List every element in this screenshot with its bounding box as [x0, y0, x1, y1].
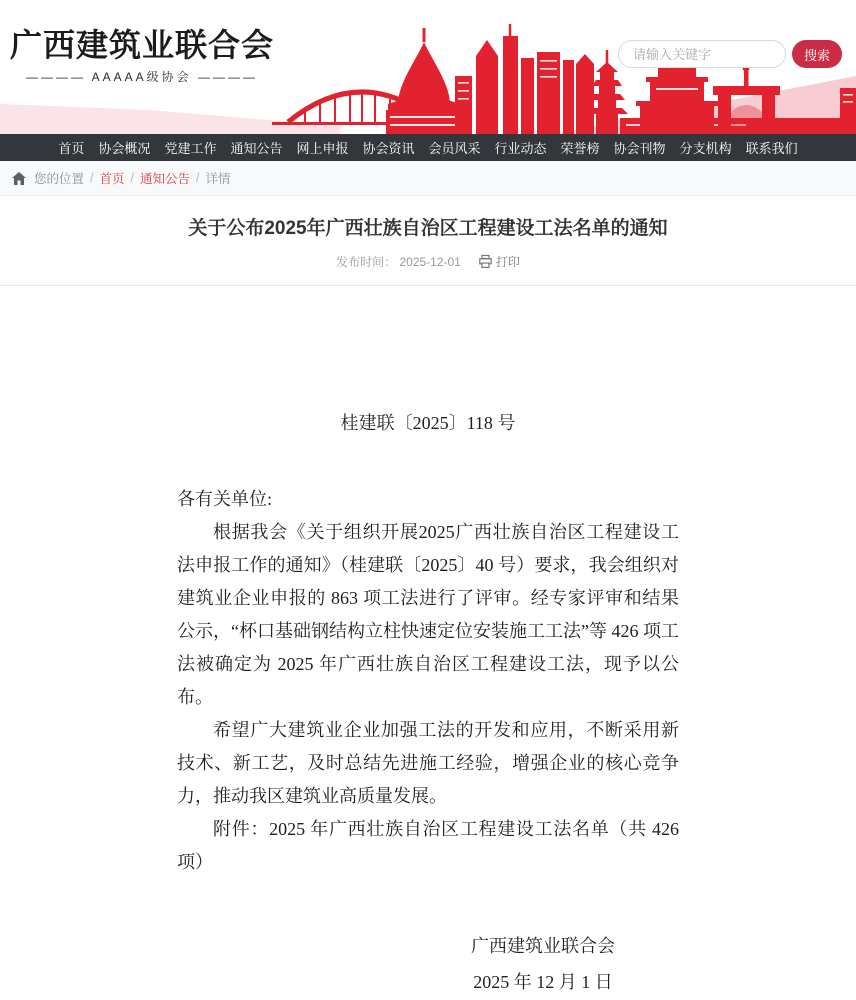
- nav-item-branches[interactable]: 分支机构: [679, 141, 732, 156]
- breadcrumb: [0, 161, 856, 196]
- nav-item-home[interactable]: 首页: [58, 141, 85, 156]
- nav-item-contact[interactable]: 联系我们: [745, 141, 798, 156]
- article-divider: [0, 285, 856, 286]
- signature-org: 广西建筑业联合会: [471, 936, 615, 956]
- document-paragraph: 希望广大建筑业企业加强工法的开发和应用，不断采用新技术、新工艺，及时总结先进施工经验，增强企业的核心竞争力，推动我区建筑业高质量发展。: [177, 720, 679, 806]
- nav-item-honor-roll[interactable]: 荣誉榜: [560, 141, 600, 156]
- site-logo-subtitle: ———— AAAAA级协会 ————: [25, 70, 259, 85]
- home-icon: [12, 172, 26, 185]
- breadcrumb-link-notices[interactable]: 通知公告: [140, 172, 191, 186]
- publish-time-label: 发布时间：: [336, 255, 397, 269]
- breadcrumb-separator: /: [196, 171, 200, 185]
- main-nav: [0, 134, 856, 161]
- nav-item-about[interactable]: 协会概况: [98, 141, 151, 156]
- nav-item-publications[interactable]: 协会刊物: [613, 141, 666, 156]
- article-meta: [0, 253, 856, 270]
- nav-item-member-showcase[interactable]: 会员风采: [428, 141, 481, 156]
- print-label: 打印: [495, 255, 520, 269]
- breadcrumb-link-home[interactable]: 首页: [99, 172, 125, 186]
- publish-time: [336, 253, 461, 270]
- print-button[interactable]: [479, 253, 520, 270]
- nav-item-party-building[interactable]: 党建工作: [164, 141, 217, 156]
- breadcrumb-prefix: 您的位置: [34, 172, 85, 186]
- site-logo-title: 广西建筑业联合会: [10, 27, 275, 63]
- document-body: [177, 407, 679, 1000]
- nav-item-online-apply[interactable]: 网上申报: [296, 141, 349, 156]
- breadcrumb-current: 详情: [205, 172, 231, 186]
- publish-date: 2025-12-01: [399, 255, 461, 269]
- document-attachment-line: 附件：2025 年广西壮族自治区工程建设工法名单（共 426 项）: [177, 819, 679, 872]
- printer-icon: [479, 255, 492, 268]
- document-paragraph: 根据我会《关于组织开展2025广西壮族自治区工程建设工法申报工作的通知》（桂建联〔2025〕40 号）要求，我会组织对建筑业企业申报的 863 项工法进行了评审。经专家评审和结果公示，“杯口基础钢结构立柱快速定位安装施工工法”等 426 项工法被确定为 2025 年广西壮族自治区工程建设工法，现予以公布。: [177, 522, 679, 707]
- nav-item-industry-trends[interactable]: 行业动态: [494, 141, 547, 156]
- nav-item-association-news[interactable]: 协会资讯: [362, 141, 415, 156]
- signature-date: 2025 年 12 月 1 日: [473, 972, 613, 992]
- search-input[interactable]: [618, 40, 786, 68]
- breadcrumb-separator: /: [130, 171, 134, 185]
- search-area: [618, 40, 842, 68]
- site-header: [0, 0, 856, 134]
- document-salutation: 各有关单位:: [177, 489, 273, 509]
- article-container: [0, 196, 856, 1000]
- search-button[interactable]: 搜索: [792, 40, 842, 68]
- nav-item-notices[interactable]: 通知公告: [230, 141, 283, 156]
- document-number: 桂建联〔2025〕118 号: [340, 413, 516, 433]
- site-logo: [10, 26, 274, 85]
- article-title: 关于公布2025年广西壮族自治区工程建设工法名单的通知: [188, 218, 668, 239]
- document-signature: [471, 928, 615, 1000]
- breadcrumb-separator: /: [90, 171, 94, 185]
